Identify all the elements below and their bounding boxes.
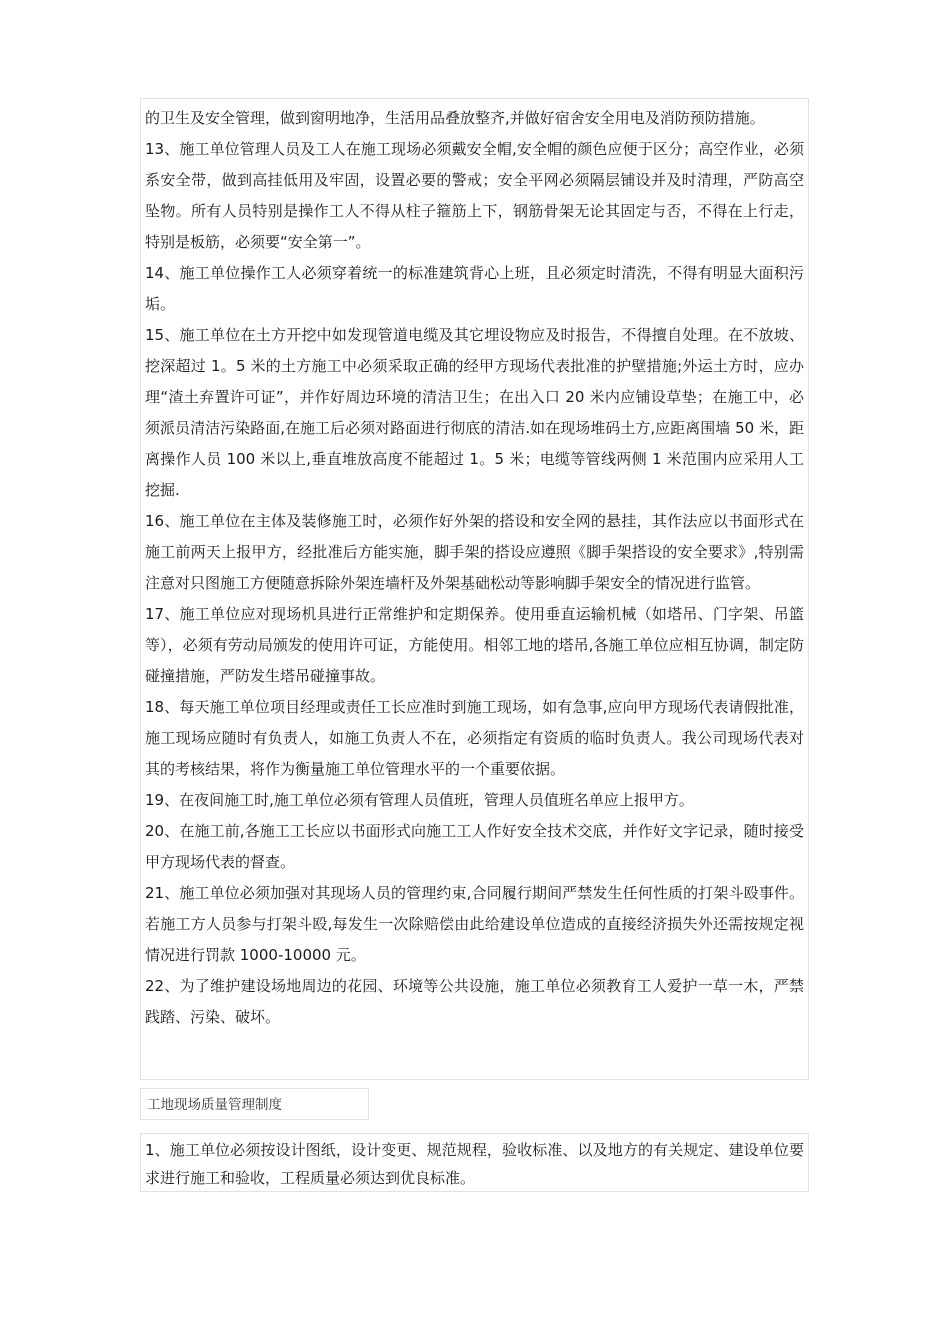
rule-paragraph-22: 22、为了维护建设场地周边的花园、环境等公共设施，施工单位必须教育工人爱护一草一木，严禁践踏、污染、破坏。 — [145, 977, 804, 1026]
quality-paragraph-1: 1、施工单位必须按设计图纸，设计变更、规范规程，验收标准、以及地方的有关规定、建设单位要求进行施工和验收，工程质量必须达到优良标准。 — [145, 1141, 804, 1187]
rule-paragraph-16: 16、施工单位在主体及装修施工时，必须作好外架的搭设和安全网的悬挂，其作法应以书面形式在施工前两天上报甲方，经批准后方能实施，脚手架的搭设应遵照《脚手架搭设的安全要求》,特别需注意对只图施工方便随意拆除外架连墙杆及外架基础松动等影响脚手架安全的情况进行监管。 — [145, 512, 804, 592]
rule-paragraph-14: 14、施工单位操作工人必须穿着统一的标准建筑背心上班，且必须定时清洗，不得有明显大面积污垢。 — [145, 264, 804, 313]
rule-paragraph-18: 18、每天施工单位项目经理或责任工长应准时到施工现场，如有急事,应向甲方现场代表请假批准，施工现场应随时有负责人，如施工负责人不在，必须指定有资质的临时负责人。我公司现场代表对其的考核结果，将作为衡量施工单位管理水平的一个重要依据。 — [145, 698, 804, 778]
quality-rules-box — [140, 1133, 809, 1192]
rule-paragraph-17: 17、施工单位应对现场机具进行正常维护和定期保养。使用垂直运输机械（如塔吊、门字架、吊篮等），必须有劳动局颁发的使用许可证，方能使用。相邻工地的塔吊,各施工单位应相互协调，制定防碰撞措施，严防发生塔吊碰撞事故。 — [145, 605, 804, 685]
rule-paragraph-19: 19、在夜间施工时,施工单位必须有管理人员值班，管理人员值班名单应上报甲方。 — [145, 791, 694, 809]
rule-paragraph-15: 15、施工单位在土方开挖中如发现管道电缆及其它埋设物应及时报告，不得擅自处理。在不放坡、挖深超过 1。5 米的土方施工中必须采取正确的经甲方现场代表批准的护壁措施;外运土方时，应办理“渣土弃置许可证”，并作好周边环境的清洁卫生；在出入口 20 米内应铺设草垫；在施工中，必须派员清洁污染路面,在施工后必须对路面进行彻底的清洁.如在现场堆码土方,应距离围墙 50 米，距离操作人员 100 米以上,垂直堆放高度不能超过 1。5 米；电缆等管线两侧 1 米范围内应采用人工挖掘. — [145, 326, 804, 499]
rule-paragraph-20: 20、在施工前,各施工工长应以书面形式向施工工人作好安全技术交底，并作好文字记录，随时接受甲方现场代表的督查。 — [145, 822, 804, 871]
safety-rules-box — [140, 98, 809, 1080]
rule-paragraph-21: 21、施工单位必须加强对其现场人员的管理约束,合同履行期间严禁发生任何性质的打架斗殴事件。若施工方人员参与打架斗殴,每发生一次除赔偿由此给建设单位造成的直接经济损失外还需按规定视情况进行罚款 1000-10000 元。 — [145, 884, 804, 964]
rule-paragraph-continued: 的卫生及安全管理，做到窗明地净，生活用品叠放整齐,并做好宿舍安全用电及消防预防措施。 — [145, 109, 765, 127]
rule-paragraph-13: 13、施工单位管理人员及工人在施工现场必须戴安全帽,安全帽的颜色应便于区分；高空作业，必须系安全带，做到高挂低用及牢固，设置必要的警戒；安全平网必须隔层铺设并及时清理，严防高空坠物。所有人员特别是操作工人不得从柱子箍筋上下，钢筋骨架无论其固定与否，不得在上行走，特别是板筋，必须要“安全第一”。 — [145, 140, 804, 251]
quality-heading-box — [140, 1088, 369, 1120]
section-heading: 工地现场质量管理制度 — [147, 1097, 282, 1113]
